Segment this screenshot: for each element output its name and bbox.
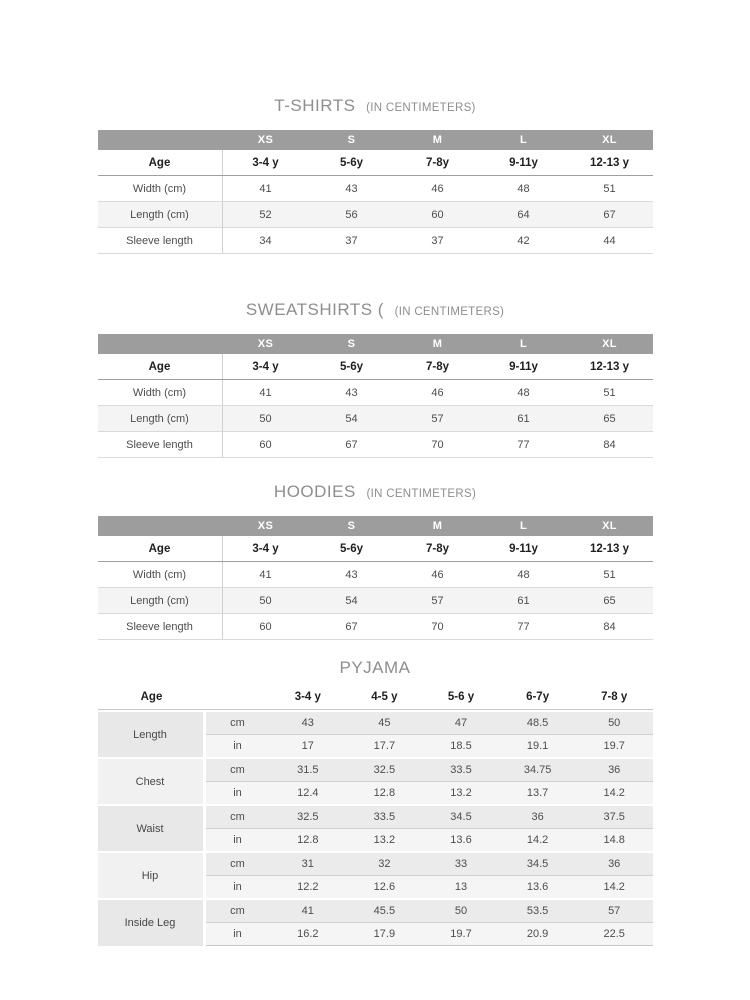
value-cell: 36	[531, 811, 544, 823]
value-cell: 77	[517, 438, 530, 451]
sweatshirts-title-text: SWEATSHIRTS (	[245, 300, 384, 319]
value-cell: 41	[301, 905, 314, 917]
unit-cell: in	[233, 787, 242, 799]
value-cell: 14.2	[603, 787, 625, 799]
length-cm-row	[206, 712, 653, 735]
block-label: Chest	[98, 759, 203, 804]
value-cell: 51	[603, 182, 616, 195]
size-header-row	[98, 516, 653, 536]
unit-cell: in	[233, 834, 242, 846]
tshirts-title	[98, 94, 653, 118]
value-cell: 12.8	[373, 787, 396, 799]
size-header-xl: XL	[602, 520, 617, 532]
value-cell: 50	[259, 412, 272, 425]
tshirts-section	[98, 94, 653, 254]
pyjama-age-header-row	[98, 685, 653, 710]
size-header-l: L	[519, 338, 528, 350]
value-cell: 13.7	[526, 787, 549, 799]
pyjama-block-chest	[98, 759, 653, 804]
unit-cell: cm	[230, 717, 245, 729]
hoodies-title-unit: (IN CENTIMETERS)	[366, 488, 477, 500]
value-cell: 61	[517, 594, 530, 607]
value-cell: 48.5	[526, 717, 549, 729]
sleeve-row	[98, 228, 653, 254]
length-row	[98, 406, 653, 432]
sweatshirts-title	[98, 298, 653, 322]
value-cell: 60	[259, 620, 272, 633]
value-cell: 12.8	[297, 834, 319, 846]
sweatshirts-section	[98, 298, 653, 458]
unit-cell: in	[233, 881, 242, 893]
width-row	[98, 562, 653, 588]
value-cell: 13.2	[450, 787, 472, 799]
value-cell: 37.5	[603, 811, 625, 823]
value-cell: 43	[345, 386, 358, 399]
value-cell: 64	[517, 208, 530, 221]
value-cell: 57	[431, 594, 444, 607]
size-header-xl: XL	[602, 338, 617, 350]
hip-cm-row	[206, 853, 653, 876]
age-cell: 6-7y	[526, 691, 550, 703]
age-cell: 12-13 y	[589, 542, 629, 555]
value-cell: 48	[517, 568, 530, 581]
value-cell: 43	[345, 568, 358, 581]
value-cell: 19.7	[450, 928, 472, 940]
block-label: Inside Leg	[98, 900, 203, 946]
pyjama-section	[98, 656, 653, 946]
row-label: Width (cm)	[98, 176, 223, 201]
value-cell: 31.5	[297, 764, 319, 776]
value-cell: 14.8	[603, 834, 625, 846]
value-cell: 51	[603, 568, 616, 581]
block-label: Length	[98, 712, 203, 757]
value-cell: 42	[517, 234, 530, 247]
row-label: Sleeve length	[98, 614, 223, 639]
size-header-l: L	[519, 520, 528, 532]
block-label: Waist	[98, 806, 203, 851]
value-cell: 14.2	[603, 881, 625, 893]
unit-cell: in	[233, 928, 242, 940]
row-label: Length (cm)	[98, 588, 223, 613]
value-cell: 65	[603, 594, 616, 607]
value-cell: 12.4	[297, 787, 319, 799]
value-cell: 43	[345, 182, 358, 195]
value-cell: 13	[454, 881, 468, 893]
size-header-m: M	[432, 134, 443, 146]
value-cell: 52	[259, 208, 272, 221]
value-cell: 17	[301, 740, 314, 752]
age-cell: 9-11y	[509, 156, 538, 169]
age-cell: 9-11y	[509, 542, 538, 555]
hoodies-section	[98, 480, 653, 640]
value-cell: 56	[345, 208, 358, 221]
value-cell: 34.75	[523, 764, 552, 776]
width-row	[98, 176, 653, 202]
value-cell: 19.7	[603, 740, 625, 752]
unit-cell: cm	[230, 764, 245, 776]
age-cell: 7-8y	[425, 542, 450, 555]
unit-cell: in	[233, 740, 242, 752]
waist-in-row	[206, 829, 653, 851]
tshirts-size-table	[98, 130, 653, 254]
size-header-m: M	[432, 520, 443, 532]
value-cell: 44	[603, 234, 616, 247]
age-cell: 3-4 y	[252, 156, 279, 169]
value-cell: 60	[431, 208, 444, 221]
size-header-xs: XS	[257, 134, 274, 146]
value-cell: 45.5	[373, 905, 396, 917]
age-cell: 5-6 y	[447, 691, 475, 703]
sleeve-row	[98, 614, 653, 640]
value-cell: 13.2	[373, 834, 396, 846]
value-cell: 46	[431, 386, 444, 399]
size-header-s: S	[347, 134, 356, 146]
value-cell: 48	[517, 386, 530, 399]
pyjama-block-hip	[98, 853, 653, 898]
hoodies-size-table	[98, 516, 653, 640]
value-cell: 16.2	[297, 928, 319, 940]
age-cell: 4-5 y	[371, 691, 398, 703]
value-cell: 67	[345, 438, 358, 451]
age-cell: 3-4 y	[294, 691, 321, 703]
value-cell: 32.5	[297, 811, 319, 823]
value-cell: 12.2	[297, 881, 319, 893]
value-cell: 17.7	[373, 740, 396, 752]
value-cell: 12.6	[373, 881, 396, 893]
value-cell: 67	[345, 620, 358, 633]
age-cell: 3-4 y	[252, 360, 279, 373]
row-label: Width (cm)	[98, 380, 223, 405]
value-cell: 32.5	[373, 764, 396, 776]
value-cell: 84	[603, 620, 616, 633]
value-cell: 65	[603, 412, 616, 425]
value-cell: 50	[259, 594, 272, 607]
value-cell: 31	[301, 858, 314, 870]
pyjama-block-waist	[98, 806, 653, 851]
age-cell: 7-8y	[425, 360, 450, 373]
width-row	[98, 380, 653, 406]
value-cell: 57	[431, 412, 444, 425]
value-cell: 18.5	[450, 740, 472, 752]
age-row	[98, 150, 653, 176]
age-cell: 12-13 y	[589, 156, 629, 169]
row-label: Age	[98, 150, 223, 175]
value-cell: 51	[603, 386, 616, 399]
value-cell: 37	[345, 234, 358, 247]
value-cell: 22.5	[603, 928, 625, 940]
age-cell: 5-6y	[339, 156, 364, 169]
tshirts-title-unit: (IN CENTIMETERS)	[366, 102, 476, 114]
value-cell: 34.5	[450, 811, 472, 823]
value-cell: 60	[259, 438, 272, 451]
value-cell: 13.6	[450, 834, 472, 846]
value-cell: 50	[454, 905, 468, 917]
row-label: Sleeve length	[98, 228, 223, 253]
sweatshirts-title-unit: (IN CENTIMETERS)	[394, 306, 505, 318]
value-cell: 50	[608, 717, 621, 729]
age-cell: 5-6y	[339, 360, 364, 373]
value-cell: 53.5	[526, 905, 549, 917]
value-cell: 70	[431, 620, 444, 633]
value-cell: 54	[345, 412, 358, 425]
hip-in-row	[206, 876, 653, 898]
row-label: Length (cm)	[98, 406, 223, 431]
row-label: Width (cm)	[98, 562, 223, 587]
value-cell: 36	[608, 764, 621, 776]
value-cell: 70	[431, 438, 444, 451]
value-cell: 20.9	[526, 928, 549, 940]
value-cell: 47	[454, 717, 468, 729]
size-header-s: S	[347, 520, 356, 532]
size-header-row	[98, 334, 653, 354]
chest-in-row	[206, 782, 653, 804]
value-cell: 33.5	[450, 764, 472, 776]
hoodies-title	[98, 480, 653, 504]
unit-cell: cm	[230, 905, 245, 917]
unit-cell: cm	[230, 858, 245, 870]
row-label: Length (cm)	[98, 202, 223, 227]
unit-cell: cm	[230, 811, 245, 823]
waist-cm-row	[206, 806, 653, 829]
size-header-row	[98, 130, 653, 150]
value-cell: 14.2	[526, 834, 549, 846]
age-cell: 7-8y	[425, 156, 450, 169]
value-cell: 34	[259, 234, 272, 247]
size-header-xs: XS	[257, 520, 274, 532]
value-cell: 67	[603, 208, 616, 221]
value-cell: 17.9	[373, 928, 396, 940]
size-chart-page	[98, 0, 653, 946]
value-cell: 41	[259, 182, 272, 195]
value-cell: 43	[301, 717, 314, 729]
sleeve-row	[98, 432, 653, 458]
value-cell: 37	[431, 234, 444, 247]
value-cell: 77	[517, 620, 530, 633]
inside-leg-cm-row	[206, 900, 653, 923]
age-cell: 12-13 y	[589, 360, 629, 373]
pyjama-title	[98, 656, 653, 678]
row-label: Age	[98, 354, 223, 379]
age-cell: 7-8 y	[601, 691, 628, 703]
value-cell: 84	[603, 438, 616, 451]
value-cell: 33	[454, 858, 468, 870]
length-in-row	[206, 735, 653, 757]
hoodies-title-text: HOODIES	[273, 482, 356, 501]
value-cell: 45	[378, 717, 391, 729]
value-cell: 13.6	[526, 881, 549, 893]
sweatshirts-size-table	[98, 334, 653, 458]
row-label: Age	[98, 536, 223, 561]
value-cell: 33.5	[373, 811, 396, 823]
value-cell: 41	[259, 386, 272, 399]
value-cell: 61	[517, 412, 530, 425]
value-cell: 41	[259, 568, 272, 581]
pyjama-title-text: PYJAMA	[339, 658, 411, 677]
row-label: Sleeve length	[98, 432, 223, 457]
age-label: Age	[140, 691, 163, 703]
age-cell: 3-4 y	[252, 542, 279, 555]
value-cell: 57	[608, 905, 621, 917]
size-header-xs: XS	[257, 338, 274, 350]
pyjama-size-table	[98, 685, 653, 946]
value-cell: 54	[345, 594, 358, 607]
size-header-xl: XL	[602, 134, 617, 146]
inside-leg-in-row	[206, 923, 653, 946]
tshirts-title-text: T-SHIRTS	[274, 96, 356, 115]
value-cell: 19.1	[526, 740, 549, 752]
value-cell: 34.5	[526, 858, 549, 870]
age-row	[98, 354, 653, 380]
value-cell: 46	[431, 568, 444, 581]
value-cell: 36	[608, 858, 621, 870]
value-cell: 32	[378, 858, 391, 870]
size-header-l: L	[519, 134, 528, 146]
pyjama-block-inside-leg	[98, 900, 653, 946]
chest-cm-row	[206, 759, 653, 782]
size-header-m: M	[432, 338, 443, 350]
age-cell: 9-11y	[509, 360, 538, 373]
block-label: Hip	[98, 853, 203, 898]
age-row	[98, 536, 653, 562]
pyjama-block-length	[98, 712, 653, 757]
length-row	[98, 202, 653, 228]
length-row	[98, 588, 653, 614]
size-header-s: S	[347, 338, 356, 350]
age-cell: 5-6y	[339, 542, 364, 555]
value-cell: 48	[517, 182, 530, 195]
value-cell: 46	[431, 182, 444, 195]
